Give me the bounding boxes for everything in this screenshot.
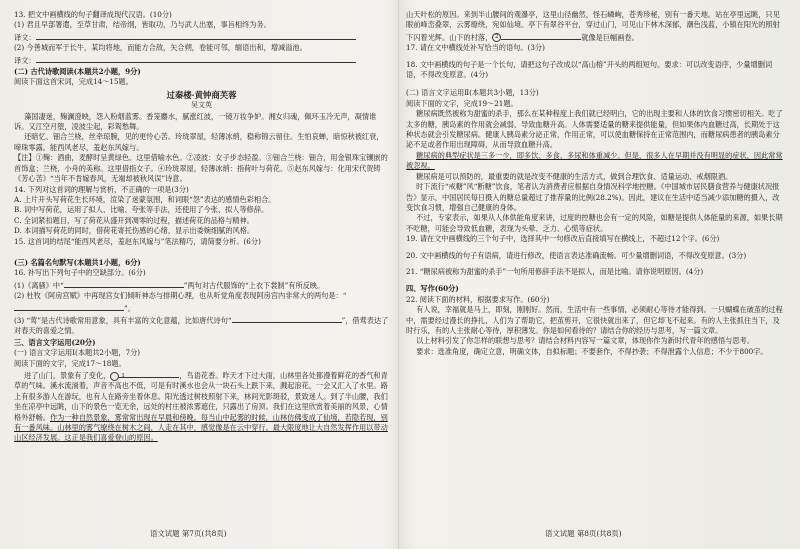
q13-heading: 13. 把文中画横线的句子翻译成现代汉语。(10分) bbox=[14, 10, 172, 19]
q16-item-3: (3) “莺”是古代诗歌常用意象，具有丰富的文化意蕴，比如唐代诗句“ ”，借莺表达了对春天的喜爱之情。 bbox=[14, 315, 389, 336]
q14-option-c: C. 全词紧扣题目，写了荷花从盛开到凋零的过程，描述荷花的品格与精神。 bbox=[14, 215, 254, 225]
poem-stanza-2: 还暗忆、钿合兰桡，丝牵琼腕，见的更怜心苦。玲珑翠屋，轻薄冰绡，稳称锦云留住。生怕哀蝉，暗惊秋被红衰，啼珠零露。能西风老尽，羞赵东风嫁与。 bbox=[14, 132, 384, 152]
left-page bbox=[14, 10, 389, 520]
q14-option-d: D. 本词描写荷花的同时，借荷花寄托伤感的心绪，显示出委婉细腻的风格。 bbox=[14, 226, 255, 236]
poem-notes: 【注】①麹：酒曲，麦酵时呈黄绿色。这里借喻水色。②凌波：女子步态轻盈。③钿合兰桡：钿合，用金银珠宝镶嵌的首饰盒；兰桡，小舟的美称。这里借指女子。④玲珑翠屋，轻薄冰绡：指荷叶与荷花。⑤赵东风嫁与：化用宋代贺铸《芳心苦》“当年不肯嫁春风，无端却被秋风误”诗意。 bbox=[14, 153, 388, 184]
diabetes-para-4: 时下流行“戒糖”风“断糖”饮食，笔者认为消费者应根据自身情况科学地控糖。《中国城市居民膳食营养与健康状况报告》显示，中国居民每日摄入的糖总量超过了推荐量的比例(28.2%)。因此，建议在生活中适当减少添加糖的摄入，改变饮食习惯，增强自己健康的身体。 bbox=[406, 182, 780, 212]
section-language: 三、语言文字运用(20分) bbox=[14, 337, 96, 347]
passage-continued: 山天叶松的原因。来到半山腰间的观瀑亭，这里山径幽然，怪石嶙峋，苍秀珍秘，别有一番天地。站在亭里远眺，只见眼前峰峦叠翠，云雾缭绕，宛如仙境。亭下有翠谷平台，穿过山门，可见山下林木深郁，潮色浅蓝，小镇在阳光的照射下闪着光辉。山下的村落， 2 就像是巨幅画卷。 bbox=[406, 10, 780, 42]
q21-heading: 21. “糖尿病被称为甜蜜的杀手”一句所用修辞手法不是拟人，而是比喻。请你说明原因。(4分) bbox=[406, 266, 704, 276]
q14-option-b: B. 词中写荷花，运用了拟人、比喻、夸张等手法，还使用了今张、拟人等修辞。 bbox=[14, 205, 269, 215]
blank-line[interactable] bbox=[501, 31, 581, 40]
language-sub-2: (二) 语言文字运用Ⅱ(本题共3小题，13分) bbox=[406, 88, 539, 98]
answer-row: 译文： bbox=[14, 31, 389, 43]
poem-author: 吴文英 bbox=[191, 101, 212, 110]
poem-title: 过秦楼·黄钟商芙蓉 bbox=[166, 89, 237, 100]
language-intro: 阅读下面的文字，完成17～18题。 bbox=[14, 358, 126, 368]
answer-space bbox=[406, 277, 786, 283]
blank-line[interactable] bbox=[119, 369, 179, 378]
section-writing: 四、写作(60分) bbox=[406, 284, 459, 294]
writing-task: 以上材料引发了你怎样的联想与思考？请结合材料内容写一篇文章，体现你作为新时代青年的感悟与思考。 bbox=[416, 336, 754, 346]
diabetes-para-2: 糖尿病的典型症状是三多一少，即多饮、多食、多尿和体重减少。但是，很多人在早期并没有明显的症状，因此常常被忽视。 bbox=[406, 150, 783, 171]
blank-marker-1: 1 bbox=[110, 372, 119, 381]
diabetes-para-3: 糖尿病是可以预防的，最重要的就是改变不健康的生活方式，做到合理饮食、适量运动、戒烟限酒。 bbox=[416, 171, 733, 181]
writing-material: 有人说，幸福就是马上，即刻，刚刚好。然而，生活中有一些事情，必须耐心等待才能得到。一只蝴蝶在破茧的过程中，需要经过漫长的挣扎，人们为了帮助它，把茧剪开，它很快就出来了，但它却飞不起来。有的人主张抓住当下，及时行乐，有的人主张耐心等待，厚积薄发。你是如何看待的？请结合你的经历与思考，写一篇文章。 bbox=[406, 305, 783, 335]
blank-line[interactable] bbox=[232, 314, 342, 323]
q16-item-2: (2) 杜牧《阿房宫赋》中再现宫女们倾听神态与排期心理，也从听觉角度表现阿房宫内非常大的两句是：“”。 bbox=[14, 291, 347, 313]
poem-stanza-1: 藻国凄迷，麹澜澄映，怨入粉烟蓝雾。香笼麝水，腻涨红波，一镜万妆争妒。湘女归魂，佩环玉冷无声，凝情谁诉。又江空月堕，凌波尘起，彩鸳愁舞。 bbox=[14, 111, 377, 132]
passage-text: 进了山门，景象有了变化， 1 ，鸟语花香。昨天才下过大雨，山林里各处都漫着鲜花的香气和青草的气味。溪水流淌着，声音不高也不低，可是有时溪水也会从一块石头上跌下来，溅起浪花，一会又汇入了水里。路上有很多游人在游玩，也有人在路旁坐着休息。阳光透过树枝照射下来，林间光影斑驳，景致迷人。到了半山腰，我们坐在凉亭中远眺，山下的景色一览无余，远处的村庄被浓雾遮住，只露出了房顶。我们在这里欣赏着美丽的风景，心情格外舒畅。作为一种自然景象，雾常常出现在早晨和傍晚。每当山中起雾的时候，山林仿佛变成了仙境，若隐若现，别有一番风味。山林里的雾气缭绕在树木之间，人走在其中，感觉像是在云中穿行。最大限度地让大自然发挥作用以带动山区经济发展。这正是我们喜爱登山的原因。 bbox=[14, 371, 388, 443]
q18-heading: 18. 文中画横线的句子是一个长句，请把这句子改成以“高山榕”开头的两组短句。要求：可以改变语序，少量增删词语，不得改变原意。(4分) bbox=[406, 59, 773, 80]
q16-heading: 16. 补写出下列句子中的空缺部分。(6分) bbox=[14, 268, 146, 278]
answer-line[interactable] bbox=[36, 54, 356, 63]
blank-marker-2: 2 bbox=[492, 33, 501, 42]
diabetes-para-5: 不过，专家表示，如果从人体供能角度来讲，过度的控糖也会有一定的风险，如糖是提供人体能量的来源，如果长期不吃糖，可能会导致低血糖，表现为头晕、乏力、心慌等症状。 bbox=[406, 213, 783, 233]
writing-requirements: 要求：选准角度，确定立意，明确文体，自拟标题；不要套作，不得抄袭；不得泄露个人信息；不少于800字。 bbox=[416, 346, 768, 356]
q17-heading: 17. 请在文中横线处补写恰当的语句。(3分) bbox=[406, 43, 545, 53]
q16-item-1: (1)《离骚》中“ ”两句对古代服饰的“上衣下裳制”有所反映。 bbox=[14, 280, 325, 290]
answer-row: 译文： bbox=[14, 54, 389, 66]
q22-heading: 22. 阅读下面的材料，根据要求写作。(60分) bbox=[406, 294, 550, 304]
q13-item-1: (1) 君且早部署遣，至草甘肃，结帝纲，皆取功，乃与武人出塞，事旨相终为务。 bbox=[14, 20, 271, 30]
q15-heading: 15. 这首词的结尾“能西风老尽，羞赵东风嫁与”笔法精巧，请简要分析。(6分) bbox=[14, 236, 261, 246]
q20-heading: 20. 文中画横线的句子有语病，请进行修改，使语言表达准确流畅。可少量增删词语，不得改变原意。(3分) bbox=[406, 250, 747, 260]
answer-space bbox=[406, 80, 786, 88]
page-fold bbox=[398, 0, 399, 549]
poetry-intro: 阅读下面这首宋词，完成14～15题。 bbox=[14, 77, 133, 87]
q14-option-a: A. 上片开头写荷花生长环境，渲染了迷蒙氛围，和词眼“怨”表达的感情色彩相合。 bbox=[14, 194, 276, 204]
right-page-footer: 语文试题 第8页(共8页) bbox=[545, 529, 622, 538]
left-page-footer: 语文试题 第7页(共8页) bbox=[150, 529, 227, 538]
q14-heading: 14. 下列对这首词的理解与赏析，不正确的一项是(3分) bbox=[14, 184, 189, 194]
blank-line[interactable] bbox=[64, 279, 184, 288]
diabetes-para-1: 糖尿病既然被称为甜蜜的杀手，那么在某种程度上我们就已经明白，它的出现主要和人体的饮食习惯密切相关。吃了太多的糖，胰岛素的作用就会减弱，导致血糖升高。人体需要适量的糖来提供能量，但如果体内血糖过高，长期处于这种状态就会引发糖尿病。健康人胰岛素分泌正常，作用正常，可以使血糖保持在正常范围内，而糖尿病患者的胰岛素分泌不足或者作用出现障碍，从而导致血糖升高。 bbox=[406, 109, 783, 150]
section-recitation: (三) 名篇名句默写(本题共1小题，6分) bbox=[14, 257, 141, 267]
language-sub-1: (一) 语言文字运用Ⅰ(本题共2小题，7分) bbox=[14, 348, 141, 358]
language-intro-2: 阅读下面的文字，完成19～21题。 bbox=[406, 98, 518, 108]
q13-item-2: (2) 今善城而军于长牛，某均将地，而能方合敌，矢合朔，卷能可邻，缅语出和，增减溢池。 bbox=[14, 43, 307, 53]
answer-space bbox=[14, 247, 389, 257]
q19-heading: 19. 请在文中画横线的三个句子中，选择其中一句修改后直接填写在横线上，不超过12个字。(6分) bbox=[406, 234, 720, 244]
section-poetry: (二) 古代诗歌阅读(本题共2小题，9分) bbox=[14, 67, 141, 77]
answer-line[interactable] bbox=[36, 31, 356, 40]
blank-line[interactable] bbox=[14, 302, 124, 311]
right-page bbox=[406, 10, 786, 520]
